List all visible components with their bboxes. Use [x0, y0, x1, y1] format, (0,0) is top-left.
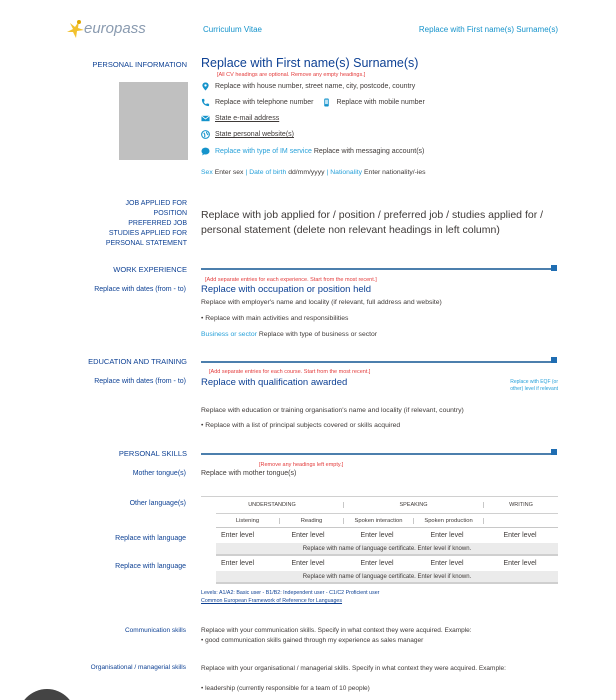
section-title-education: EDUCATION AND TRAINING	[88, 357, 187, 366]
photo-placeholder[interactable]	[119, 82, 188, 160]
email-row[interactable]	[201, 114, 279, 123]
organisational-skills-label: Organisational / managerial skills	[90, 664, 186, 671]
divider-end-marker	[551, 357, 557, 363]
address-row[interactable]	[201, 82, 415, 91]
language-table	[201, 496, 558, 584]
separator: |	[326, 169, 329, 176]
section-title-personal-skills: PERSONAL SKILLS	[118, 449, 187, 458]
level-writing[interactable]: Enter level	[503, 532, 537, 539]
levels-note: Levels: A1/A2: Basic user - B1/B2: Independent user - C1/C2 Proficient user	[201, 590, 380, 596]
email-icon	[201, 114, 210, 123]
table-group-header	[201, 496, 558, 513]
chat-bubble-icon	[201, 147, 210, 156]
subheader-spoken-production: Spoken production	[414, 518, 484, 524]
job-applied-labels	[106, 199, 187, 249]
address-text: Replace with house number, street name, city, postcode, country	[215, 83, 416, 90]
im-account-text: Replace with messaging account(s)	[313, 148, 425, 155]
organisation[interactable]: Replace with education or training organisation's name and locality (if relevant, country)	[201, 407, 464, 414]
employer[interactable]: Replace with employer's name and locality (if relevant, full address and website)	[201, 299, 442, 306]
job-label: PERSONAL STATEMENT	[105, 240, 187, 247]
level-spoken-interaction[interactable]: Enter level	[360, 560, 394, 567]
group-writing: WRITING	[509, 502, 533, 508]
europass-star-figure-icon	[64, 18, 86, 40]
sex-value[interactable]: Enter sex	[214, 169, 244, 176]
certificate-row[interactable]: Replace with name of language certificate. Enter level if known.	[216, 543, 558, 556]
job-label: POSITION	[153, 210, 187, 217]
eqf-level[interactable]: Replace with EQF (or other) level if relevant	[510, 379, 558, 392]
table-subheader	[216, 513, 558, 528]
mobile-icon	[322, 98, 331, 107]
section-title-work-experience: WORK EXPERIENCE	[113, 265, 187, 274]
job-label: PREFERRED JOB	[128, 220, 187, 227]
website-row[interactable]	[201, 130, 294, 139]
dob-value[interactable]: dd/mm/yyyy	[288, 169, 325, 176]
group-speaking: SPEAKING	[344, 502, 484, 508]
subheader-spoken-interaction: Spoken interaction	[344, 518, 414, 524]
mobile-text: Replace with mobile number	[336, 99, 425, 106]
nationality-value[interactable]: Enter nationality/-ies	[364, 169, 426, 176]
job-applied-text[interactable]: Replace with job applied for / position / preferred job / studies applied for / personal statement (delete non relevant headings in left column)	[201, 209, 544, 236]
personal-skills-note: [Remove any headings left empty.]	[259, 462, 344, 468]
communication-skills-text[interactable]: Replace with your communication skills. Specify in what context they were acquired. Example:	[201, 627, 472, 634]
level-reading[interactable]: Enter level	[291, 560, 325, 567]
phone-row[interactable]	[201, 98, 425, 107]
table-row	[201, 556, 558, 571]
communication-skills-label: Communication skills	[124, 627, 186, 634]
section-divider	[201, 453, 553, 455]
section-title-personal-information: PERSONAL INFORMATION	[92, 60, 187, 69]
language-name[interactable]: Replace with language	[115, 535, 186, 542]
website-link[interactable]: State personal website(s)	[215, 131, 294, 138]
organisational-skills-example[interactable]: • leadership (currently responsible for a team of 10 people)	[201, 685, 370, 692]
section-divider	[201, 361, 553, 363]
sex-label: Sex	[201, 169, 213, 176]
organisational-skills-text[interactable]: Replace with your organisational / managerial skills. Specify in what context they were acquired. Example:	[201, 665, 506, 672]
level-reading[interactable]: Enter level	[291, 532, 325, 539]
globe-icon	[201, 130, 210, 139]
separator: |	[245, 169, 248, 176]
subheader-reading: Reading	[280, 518, 344, 524]
logo-text: europass	[84, 20, 146, 37]
level-writing[interactable]: Enter level	[503, 560, 537, 567]
level-listening[interactable]: Enter level	[220, 560, 255, 567]
subjects[interactable]: • Replace with a list of principal subjects covered or skills acquired	[201, 422, 401, 429]
dob-label: Date of birth	[249, 169, 287, 176]
education-dates[interactable]: Replace with dates (from - to)	[94, 378, 186, 385]
nationality-label: Nationality	[330, 169, 362, 176]
work-experience-note: [Add separate entries for each experience. Start from the most recent.]	[205, 277, 377, 283]
divider-end-marker	[551, 265, 557, 271]
group-understanding: UNDERSTANDING	[201, 502, 344, 508]
cefr-link[interactable]: Common European Framework of Reference for Languages	[201, 598, 343, 604]
level-spoken-production[interactable]: Enter level	[430, 532, 464, 539]
work-dates[interactable]: Replace with dates (from - to)	[94, 286, 186, 293]
communication-skills-example[interactable]: • good communication skills gained through my experience as sales manager	[201, 637, 424, 644]
section-divider	[201, 268, 553, 270]
level-listening[interactable]: Enter level	[220, 532, 255, 539]
job-label: JOB APPLIED FOR	[125, 200, 187, 207]
location-pin-icon	[201, 82, 210, 91]
divider-end-marker	[551, 449, 557, 455]
business-value[interactable]: Replace with type of business or sector	[258, 331, 378, 338]
floating-action-circle[interactable]	[18, 689, 76, 700]
europass-logo	[64, 16, 144, 42]
doc-type-label: Curriculum Vitae	[203, 25, 262, 34]
business-label: Business or sector	[201, 331, 257, 338]
personal-details-row	[201, 169, 426, 176]
level-spoken-interaction[interactable]: Enter level	[360, 532, 394, 539]
qualification[interactable]: Replace with qualification awarded	[201, 377, 348, 388]
business-row	[201, 331, 377, 338]
level-spoken-production[interactable]: Enter level	[430, 560, 464, 567]
phone-icon	[201, 98, 210, 107]
language-name[interactable]: Replace with language	[115, 563, 186, 570]
other-languages-label: Other language(s)	[129, 500, 186, 507]
job-label: STUDIES APPLIED FOR	[108, 230, 187, 237]
im-row[interactable]	[201, 147, 424, 156]
mother-tongue-value[interactable]: Replace with mother tongue(s)	[201, 470, 297, 477]
activities[interactable]: • Replace with main activities and responsibilities	[201, 315, 349, 322]
subheader-listening: Listening	[216, 518, 280, 524]
full-name[interactable]: Replace with First name(s) Surname(s)	[201, 56, 419, 70]
mother-tongue-label: Mother tongue(s)	[132, 470, 186, 477]
table-row	[201, 528, 558, 543]
occupation[interactable]: Replace with occupation or position held	[201, 284, 372, 295]
certificate-row[interactable]: Replace with name of language certificate. Enter level if known.	[216, 571, 558, 584]
header-name: Replace with First name(s) Surname(s)	[418, 25, 558, 34]
im-service-label: Replace with type of IM service	[215, 148, 312, 155]
telephone-text: Replace with telephone number	[215, 99, 314, 106]
email-link[interactable]: State e-mail address	[215, 115, 280, 122]
personal-info-note: [All CV headings are optional. Remove any empty headings.]	[217, 72, 366, 78]
education-note: [Add separate entries for each course. Start from the most recent.]	[209, 369, 371, 375]
